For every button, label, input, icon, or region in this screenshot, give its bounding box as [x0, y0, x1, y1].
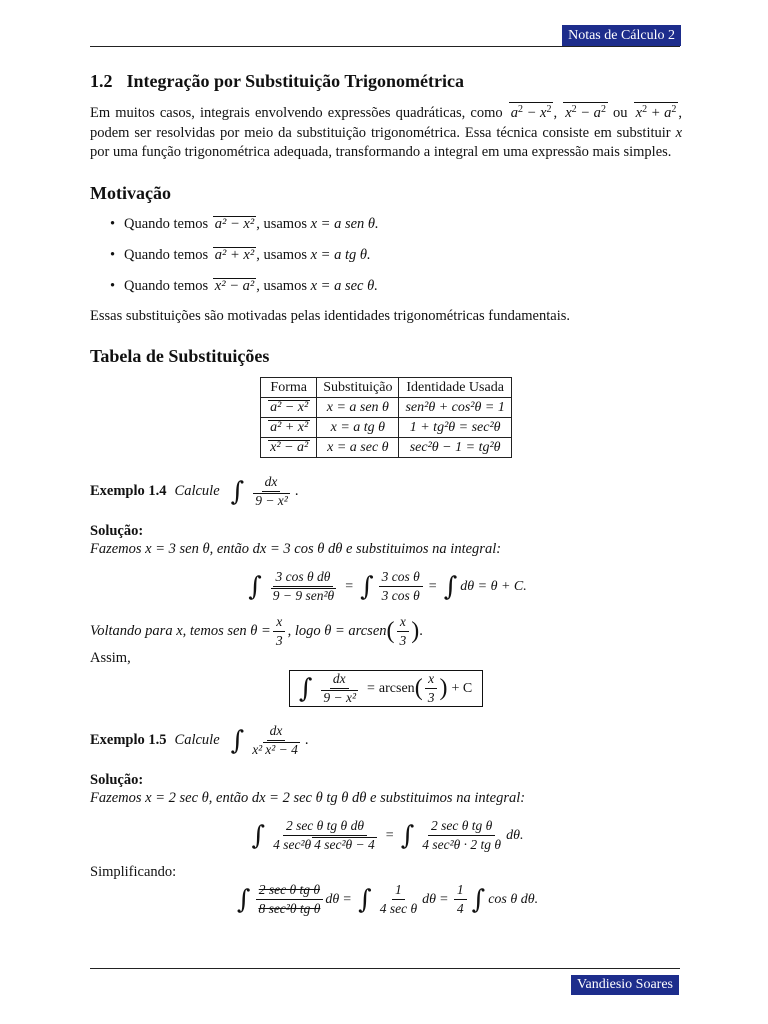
list-item: • Quando temos a² + x² , usamos x = a tg θ. [110, 246, 371, 263]
table-row: a² − x² x = a sen θ sen²θ + cos²θ = 1 [261, 398, 512, 418]
footer-badge: Vandiesio Soares [571, 975, 679, 995]
table-row: x² − a² x = a sec θ sec²θ − 1 = tg²θ [261, 438, 512, 458]
simplify-label: Simplificando: [90, 864, 177, 880]
table-title: Tabela de Substituições [90, 346, 270, 366]
solution-heading: Solução: [90, 523, 144, 539]
solution-heading: Solução: [90, 772, 144, 788]
radical-x2-a2: $x^2 - a^2$ [565, 104, 606, 121]
motivation-list [110, 214, 682, 296]
solution-step: Fazemos x = 3 sen θ, então dx = 3 cos θ dθ e substituimos na integral: [90, 541, 502, 557]
result-box: ∫ $\frac{dx}{\text{9 − x²}}$ = arcsen ( $\frac{x}{3}$ ) + C [289, 670, 483, 707]
fraction: $\frac{dx}{\text{x² x² − 4}}$ [252, 723, 298, 757]
table-row: a² + x² x = a tg θ 1 + tg²θ = sec²θ [261, 418, 512, 438]
document-body [90, 65, 682, 927]
fraction: $\frac{dx}{\text{9 − x²}}$ [255, 474, 288, 508]
integral-sign: ∫ [230, 725, 245, 756]
motivation-closing: Essas substituições são motivadas pelas identidades trigonométricas fundamentais. [90, 307, 571, 324]
solution-step: Fazemos x = 2 sec θ, então dx = 2 sec θ tg θ dθ e substituimos na integral: [90, 790, 526, 806]
section-title [90, 71, 682, 92]
motivation-title: Motivação [90, 182, 171, 203]
radical-a2-x2: $a^2 - x^2$ [510, 104, 552, 121]
display-equation: ∫ $\frac{\text{3 cos θ dθ}}{\text{9 − 9 sen²θ}}$ = ∫ $\frac{\text{3 cos θ}}{\text{3 cos θ}}$ = ∫ dθ = θ + C. [248, 569, 527, 603]
list-item: • Quando temos a² − x² , usamos x = a sen θ. [110, 215, 379, 232]
section-number: 1.2 [90, 71, 113, 91]
back-substitution: Voltando para x, temos sen θ = $\frac{x}{3}$ , logo θ = arcsen ( $\frac{x}{3}$ ) . [90, 614, 423, 648]
header-badge: Notas de Cálculo 2 [562, 25, 681, 46]
list-item: • Quando temos x² − a² , usamos x = a sec θ. [110, 277, 378, 294]
radical-x2-plus-a2: $x^2 + a^2$ [635, 104, 677, 121]
table-header-row: Forma Substituição Identidade Usada [261, 378, 512, 398]
header-rule [90, 46, 680, 47]
thus-label: Assim, [90, 650, 131, 666]
integral-sign: ∫ [230, 476, 245, 507]
example-1-4-statement: Exemplo 1.4 Calcule ∫ $\frac{dx}{\text{9 − x²}}$ . [90, 474, 299, 508]
section-title-text: Integração por Substituição Trigonométrica [126, 71, 464, 91]
intro-paragraph: Em muitos casos, integrais envolvendo expressões quadráticas, como $a^2 - x^2$ , $x^2 - a^2$ ou $x^2 + a^2$ , podem ser resolvidas por meio da substituição trigonométrica. Essa técnica consiste em substituir x por uma função trigonométrica adequada, transformando a integral em uma expressão mais simples. [90, 104, 683, 160]
example-1-5-statement: Exemplo 1.5 Calcule ∫ $\frac{dx}{\text{x² x² − 4}}$ . [90, 723, 309, 757]
boxed-result [90, 670, 682, 707]
substitution-table [260, 377, 512, 458]
footer-rule [90, 968, 680, 969]
display-equation: ∫ $\frac{\text{2 sec θ tg θ}}{\text{8 sec²θ tg θ}}$ dθ = ∫ $\frac{1}{\text{4 sec θ}}$ dθ = $\frac{1}{4}$ ∫ cos θ dθ. [236, 882, 539, 916]
display-equation: ∫ $\frac{\text{2 sec θ tg θ dθ}}{\text{4 sec²θ 4 sec²θ − 4}}$ = ∫ $\frac{\text{2 sec θ tg θ}}{\text{4 sec²θ · 2 tg θ}}$ dθ. [251, 818, 524, 852]
